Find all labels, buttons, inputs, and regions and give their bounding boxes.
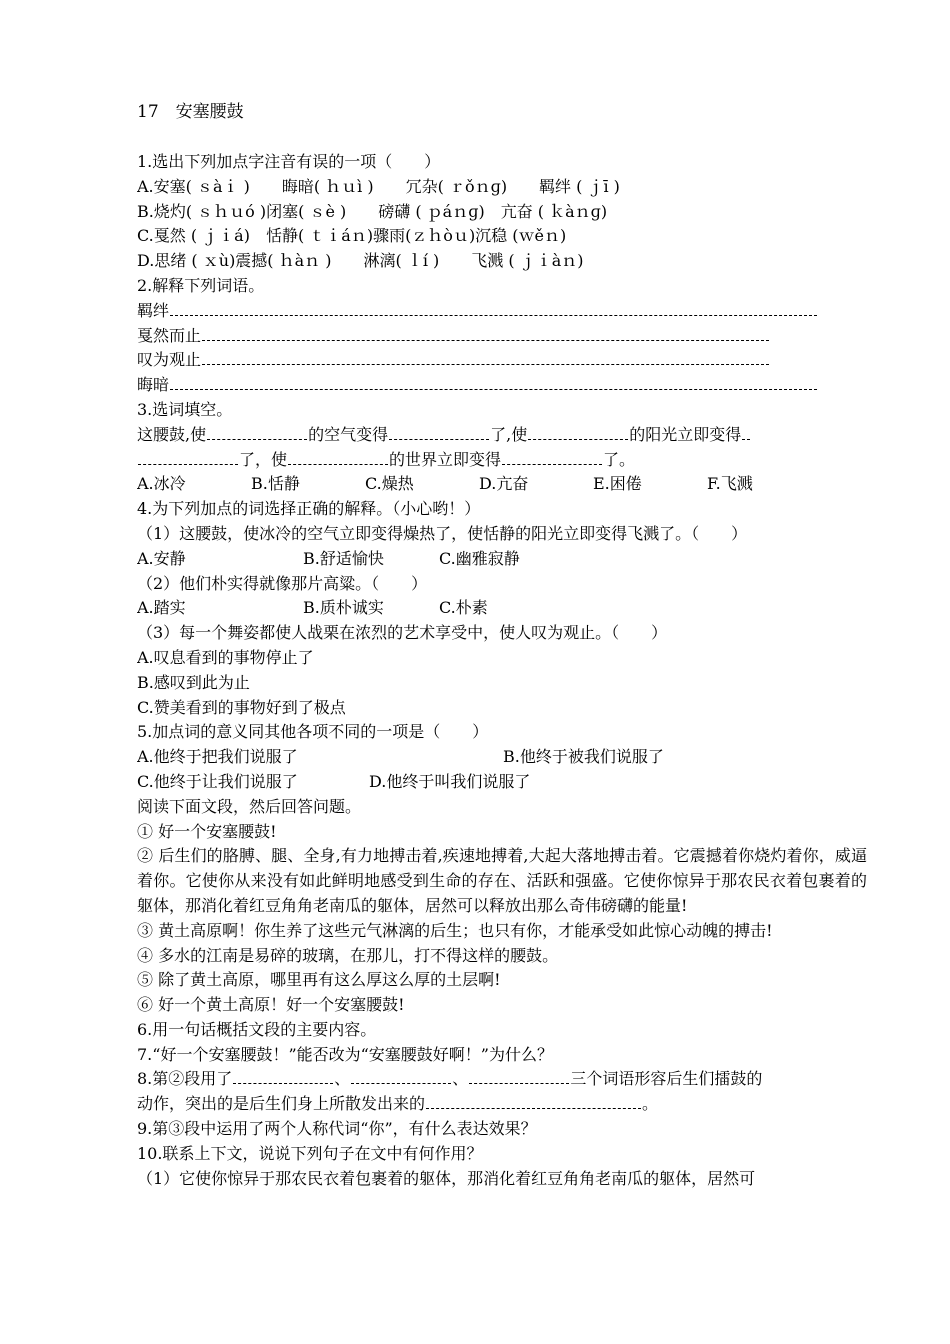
choice-c: C.朴素 xyxy=(439,598,488,618)
choice-a: A.他终于把我们说服了 xyxy=(137,747,298,767)
page-title: 17 安塞腰鼓 xyxy=(137,102,244,122)
question-4-sub-3: （3）每一个舞姿都使人战栗在浓烈的艺术享受中，使人叹为观止。（ ） xyxy=(137,623,668,643)
question-4-sub-2-options xyxy=(137,596,867,621)
question-4-sub-1-options xyxy=(137,547,867,572)
answer-blank[interactable] xyxy=(170,377,817,390)
fill-blank[interactable] xyxy=(389,427,489,440)
sentence-text: 这腰鼓,使 xyxy=(137,424,207,444)
choice-d: D.亢奋 xyxy=(479,474,529,494)
question-3-sentence-line-1 xyxy=(137,423,867,448)
answer-blank[interactable] xyxy=(202,328,769,341)
separator: 、 xyxy=(334,1069,351,1089)
choice-d: D.他终于叫我们说服了 xyxy=(369,771,531,791)
question-6: 6.用一句话概括文段的主要内容。 xyxy=(137,1019,377,1039)
fill-blank[interactable] xyxy=(502,452,602,465)
choice-a: A.安静 xyxy=(137,548,186,568)
fill-blank[interactable] xyxy=(233,1071,333,1084)
choice-c: C.他终于让我们说服了 xyxy=(137,771,298,791)
question-5-stem: 5.加点词的意义同其他各项不同的一项是（ ） xyxy=(137,722,489,742)
fill-blank[interactable] xyxy=(138,452,238,465)
question-8-text: 三个词语形容后生们擂鼓的 xyxy=(570,1069,763,1089)
choice-c: C.赞美看到的事物好到了极点 xyxy=(137,697,346,717)
question-5-options-row-1 xyxy=(137,745,867,770)
definition-word: 晦暗 xyxy=(137,375,170,395)
definition-row xyxy=(137,373,867,398)
sentence-text: 的阳光立即变得 xyxy=(629,424,742,444)
passage-paragraph-2: ② 后生们的胳膊、腿、全身,有力地搏击着,疾速地搏着,大起大落地搏击着。它震撼着你烧灼着你，威逼着你。它使你从来没有如此鲜明地感受到生命的存在、活跃和强盛。它使你惊异于那农民衣着包裹着的躯体，那消化着红豆角角老南瓜的躯体，居然可以释放出那么奇伟磅礴的能量! xyxy=(137,846,867,915)
fill-blank[interactable] xyxy=(351,1071,451,1084)
question-3-options xyxy=(137,472,867,497)
question-8-text: 动作，突出的是后生们身上所散发出来的 xyxy=(137,1094,426,1114)
question-10-stem: 10.联系上下文，说说下列句子在文中有何作用？ xyxy=(137,1143,483,1163)
choice-a: A.踏实 xyxy=(137,598,186,618)
question-1-option-a: A.安塞( ｓàｉ ) 晦暗( ｈｕì ) 冗杂( ｒǒｎɡ) 羁绊 ( ｊī ) xyxy=(137,176,620,196)
definition-row xyxy=(137,299,867,324)
choice-a: A.叹息看到的事物停止了 xyxy=(137,647,314,667)
definition-word: 羁绊 xyxy=(137,300,170,320)
question-5-options-row-2 xyxy=(137,770,867,795)
passage-paragraph-1: ① 好一个安塞腰鼓! xyxy=(137,821,277,841)
question-7: 7.“好一个安塞腰鼓！”能否改为“安塞腰鼓好啊！”为什么？ xyxy=(137,1044,553,1064)
answer-blank[interactable] xyxy=(202,352,769,365)
choice-b: B.恬静 xyxy=(251,474,300,494)
sentence-text: 的世界立即变得 xyxy=(389,449,502,469)
question-4-stem: 4.为下列加点的词选择正确的解释。（小心哟！） xyxy=(137,499,481,519)
definition-row xyxy=(137,348,867,373)
fill-blank[interactable] xyxy=(528,427,628,440)
choice-f: F.飞溅 xyxy=(707,474,753,494)
choice-b: B.质朴诚实 xyxy=(303,598,384,618)
question-8-text: 。 xyxy=(642,1094,659,1114)
question-4-sub-2: （2）他们朴实得就像那片高粱。（ ） xyxy=(137,573,428,593)
question-1-option-b: B.烧灼( ｓｈｕó )闭塞( ｓè ) 磅礴 ( ｐáｎɡ) 亢奋 ( ｋàｎɡ) xyxy=(137,201,608,221)
fill-blank[interactable] xyxy=(207,427,307,440)
question-1-option-c: C.戛然 ( ｊｉá) 恬静( ｔｉáｎ)骤雨(ｚｈòｕ)沉稳 (ｗěｎ) xyxy=(137,226,567,246)
fill-blank[interactable] xyxy=(426,1096,641,1109)
sentence-text: 了。 xyxy=(603,449,636,469)
choice-b: B.舒适愉快 xyxy=(303,548,384,568)
question-8-line-2 xyxy=(137,1092,867,1117)
choice-b: B.感叹到此为止 xyxy=(137,672,250,692)
passage-paragraph-3: ③ 黄土高原啊！你生养了这些元气淋漓的后生；也只有你，才能承受如此惊心动魄的搏击! xyxy=(137,920,773,940)
question-2-stem: 2.解释下列词语。 xyxy=(137,275,265,295)
question-3-sentence-line-2 xyxy=(137,448,867,473)
fill-blank[interactable] xyxy=(288,452,388,465)
sentence-text: 了,使 xyxy=(490,424,528,444)
question-10-sub-1: （1）它使你惊异于那农民衣着包裹着的躯体，那消化着红豆角角老南瓜的躯体，居然可 xyxy=(137,1168,756,1188)
answer-blank[interactable] xyxy=(170,303,817,316)
passage-paragraph-4: ④ 多水的江南是易碎的玻璃，在那儿，打不得这样的腰鼓。 xyxy=(137,945,559,965)
sentence-text: 了，使 xyxy=(239,449,288,469)
passage-paragraph-6: ⑥ 好一个黄土高原！好一个安塞腰鼓! xyxy=(137,995,405,1015)
fill-blank[interactable] xyxy=(469,1071,569,1084)
question-3-stem: 3.选词填空。 xyxy=(137,399,233,419)
question-1-option-d: D.思绪 ( ｘù)震撼( ｈàｎ ) 淋漓( ｌí ) 飞溅 ( ｊｉàｎ) xyxy=(137,251,584,271)
fill-blank[interactable] xyxy=(742,427,750,440)
choice-e: E.困倦 xyxy=(593,474,642,494)
question-8-text: 8.第②段用了 xyxy=(137,1069,233,1089)
choice-b: B.他终于被我们说服了 xyxy=(503,747,664,767)
sentence-text: 的空气变得 xyxy=(308,424,389,444)
choice-a: A.冰冷 xyxy=(137,474,186,494)
reading-intro: 阅读下面文段，然后回答问题。 xyxy=(137,796,362,816)
question-8-line-1 xyxy=(137,1067,867,1092)
definition-row xyxy=(137,324,867,349)
question-4-sub-1: （1）这腰鼓，使冰冷的空气立即变得燥热了，使恬静的阳光立即变得飞溅了。（ ） xyxy=(137,523,748,543)
question-9: 9.第③段中运用了两个人称代词“你”，有什么表达效果？ xyxy=(137,1119,537,1139)
choice-c: C.幽雅寂静 xyxy=(439,548,520,568)
definition-word: 戛然而止 xyxy=(137,325,202,345)
question-1-stem: 1.选出下列加点字注音有误的一项（ ） xyxy=(137,152,441,171)
definition-word: 叹为观止 xyxy=(137,350,202,370)
choice-c: C.燥热 xyxy=(365,474,414,494)
separator: 、 xyxy=(452,1069,469,1089)
passage-paragraph-5: ⑤ 除了黄土高原，哪里再有这么厚这么厚的土层啊! xyxy=(137,970,501,990)
worksheet-page xyxy=(137,100,867,1191)
